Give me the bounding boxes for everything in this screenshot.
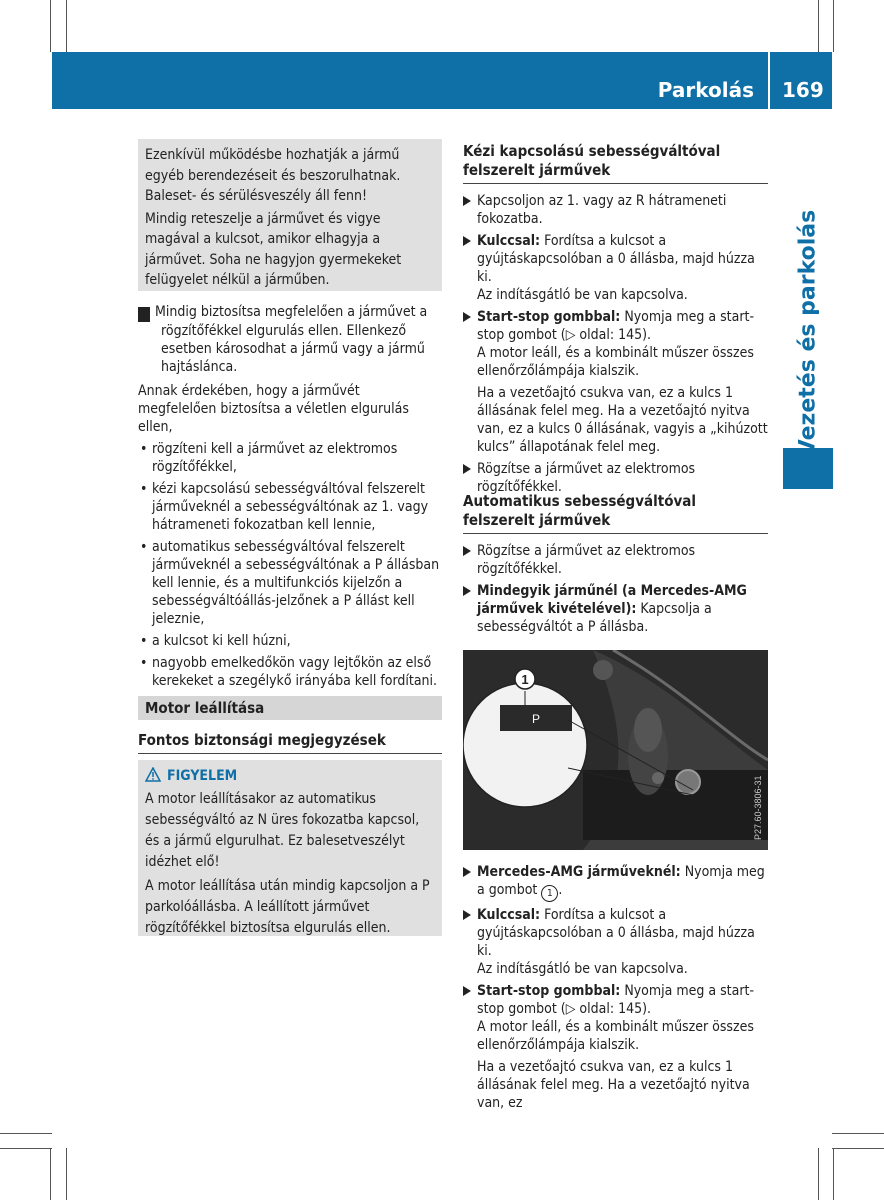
callout-number: 1	[521, 672, 529, 687]
step-item: Kapcsoljon az 1. vagy az R hátrameneti fokozatba.	[463, 192, 768, 228]
image-code: P27.60-3806-31	[753, 775, 763, 840]
manual-section	[463, 142, 768, 500]
crop-mark	[818, 1148, 819, 1200]
crop-mark	[50, 1148, 51, 1200]
warning-box	[138, 760, 442, 936]
crop-mark	[66, 1148, 67, 1200]
list-item: • a kulcsot ki kell húzni,	[140, 633, 291, 649]
step-item: Rögzítse a járművet az elektromos rögzítőfékkel.	[463, 542, 768, 578]
step-item: Start-stop gombbal: Nyomja meg a start-stop gombot (▷ oldal: 145). A motor leáll, és a kombinált műszer összes ellenőrzőlámpája kialszik. Ha a vezetőajtó csukva van, ez a kulcs 1 állásának felel meg. Ha a vezetőajtó nyitva van, ez a kulcs 0 állásának, vagyis a „kihúzott kulcs” állapotának felel meg.	[463, 308, 768, 456]
step-item: Rögzítse a járművet az elektromos rögzítőfékkel.	[463, 460, 768, 496]
warning-continuation-box	[138, 139, 442, 291]
callout-circle-icon: 1	[541, 885, 558, 902]
header-bar	[52, 52, 768, 109]
arrow-icon	[463, 312, 471, 322]
arrow-icon	[463, 196, 471, 206]
crop-mark	[833, 0, 834, 52]
crop-mark	[818, 0, 819, 52]
subsection-heading-wrap	[138, 731, 442, 754]
arrow-icon	[463, 464, 471, 474]
page-number: 169	[782, 78, 824, 102]
notice-block	[130, 303, 442, 694]
warning-paragraph: A motor leállítása után mindig kapcsoljon a P parkolóállásba. A leállított járművet rögzítőfékkel biztosítsa elgurulás ellen.	[145, 878, 430, 936]
notice-text: Mindig biztosítsa megfelelően a járművet a rögzítőfékkel elgurulás ellen. Ellenkező esetben károsodhat a jármű vagy a jármű hajtáslánca.	[155, 304, 428, 375]
section-heading	[138, 696, 442, 720]
step-item: Mercedes-AMG járműveknél: Nyomja meg a gombot 1 .	[463, 863, 768, 902]
side-tab-label: Vezetés és parkolás	[795, 209, 821, 457]
step-item: Kulccsal: Fordítsa a kulcsot a gyújtáskapcsolóban a 0 állásba, majd húzza ki. Az indításgátló be van kapcsolva.	[463, 906, 768, 978]
arrow-icon	[463, 236, 471, 246]
warning-paragraph: A motor leállításakor az automatikus sebességváltó az N üres fokozatba kapcsol, és a jármű elgurulhat. Ez balesetveszélyt idézhet elő!	[145, 791, 420, 870]
automatic-section	[463, 492, 768, 640]
amg-section	[463, 863, 768, 1116]
chapter-title: Parkolás	[657, 78, 754, 102]
warning-title: FIGYELEM	[167, 768, 238, 784]
page-number-box	[770, 52, 832, 109]
crop-mark	[0, 1133, 52, 1134]
manual-heading: Kézi kapcsolású sebességváltóval felszerelt járművek	[463, 142, 768, 184]
arrow-icon	[463, 546, 471, 556]
list-item: • automatikus sebességváltóval felszerelt járműveknél a sebességváltónak a P állásban kell lennie, és a multifunkciós kijelzőn a sebességváltóállás-jelzőnek a P állást kell jeleznie,	[140, 539, 440, 627]
gear-selector-photo	[463, 650, 768, 850]
button-label: P	[531, 712, 541, 726]
list-item: • rögzíteni kell a járművet az elektromos rögzítőfékkel,	[140, 441, 398, 475]
crop-mark	[833, 1148, 834, 1200]
step-item: Kulccsal: Fordítsa a kulcsot a gyújtáskapcsolóban a 0 állásba, majd húzza ki. Az indításgátló be van kapcsolva.	[463, 232, 768, 304]
step-item: Mindegyik járműnél (a Mercedes-AMG járművek kivételével): Kapcsolja a sebességváltót a P állásba.	[463, 582, 768, 636]
warning-paragraph: Ezenkívül működésbe hozhatják a jármű egyéb berendezéseit és beszorulhatnak. Baleset- és sérülésveszély áll fenn!	[145, 147, 401, 204]
warning-paragraph: Mindig reteszelje a járművet és vigye magával a kulcsot, amikor elhagyja a járművet. Soha ne hagyjon gyermekeket felügyelet nélkül a járműben.	[145, 210, 402, 288]
step-item: Start-stop gombbal: Nyomja meg a start-stop gombot (▷ oldal: 145). A motor leáll, és a kombinált műszer összes ellenőrzőlámpája kialszik. Ha a vezetőajtó csukva van, ez a kulcs 1 állásának felel meg. Ha a vezetőajtó nyitva van, ez	[463, 982, 768, 1112]
arrow-icon	[463, 586, 471, 596]
intro-text: Annak érdekében, hogy a járművét megfelelően biztosítsa a véletlen elgurulás ellen,	[138, 383, 409, 435]
crop-mark	[832, 1148, 884, 1149]
arrow-icon	[463, 986, 471, 996]
list-item: • kézi kapcsolású sebességváltóval felszerelt járműveknél a sebességváltónak az 1. vagy hátrameneti fokozatban kell lennie,	[140, 481, 429, 533]
arrow-icon	[463, 867, 471, 877]
crop-mark	[50, 0, 51, 52]
list-item: • nagyobb emelkedőkön vagy lejtőkön az első kerekeket a szegélykő irányába kell fordítani.	[140, 655, 438, 689]
automatic-heading: Automatikus sebességváltóval felszerelt járművek	[463, 492, 768, 534]
crop-mark	[832, 1133, 884, 1134]
subsection-title: Fontos biztonsági megjegyzések	[138, 731, 442, 754]
warning-triangle-icon	[145, 767, 161, 782]
exclamation-icon: !	[138, 307, 150, 322]
crop-mark	[66, 0, 67, 52]
arrow-icon	[463, 910, 471, 920]
crop-mark	[0, 1148, 52, 1149]
section-title: Motor leállítása	[145, 699, 265, 717]
